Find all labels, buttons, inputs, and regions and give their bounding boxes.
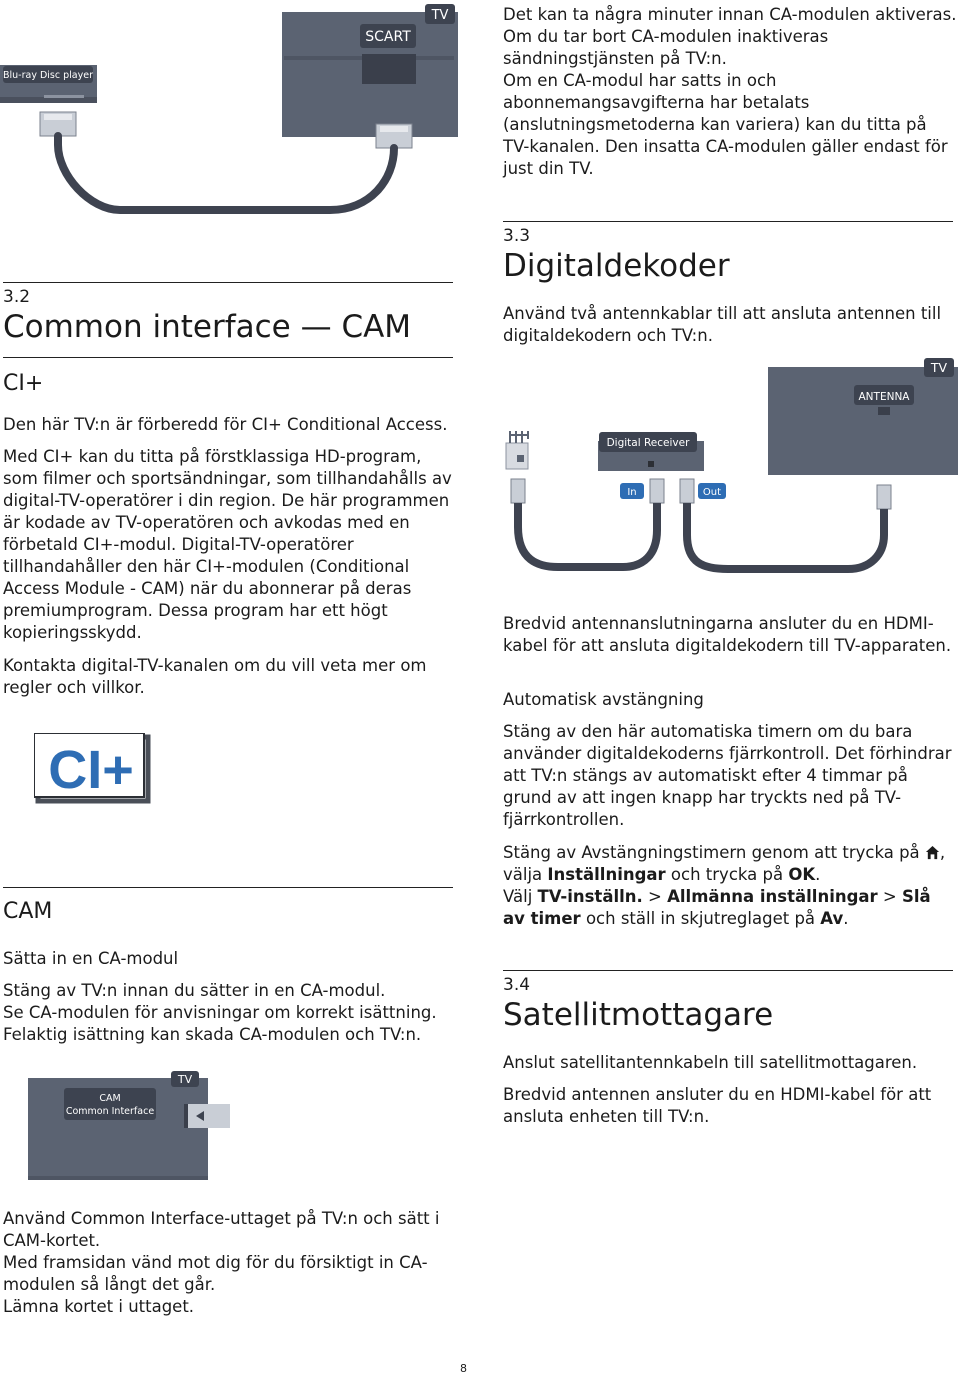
tv-body (768, 367, 958, 475)
section-title-satellitmottagare: Satellitmottagare (503, 997, 774, 1033)
bluray-label: Blu-ray Disc player (3, 70, 93, 81)
receiver-label: Digital Receiver (606, 437, 690, 449)
ci-plus-logo-text: CI+ (48, 740, 134, 800)
divider-cam (3, 887, 453, 888)
p5-text-c: > (877, 887, 903, 906)
scart-label: SCART (365, 29, 411, 45)
p5-tv-settings-keyword: TV-inställn. (537, 887, 643, 906)
p5-off-keyword: Av (820, 909, 844, 928)
cable-antenna-to-receiver (518, 503, 657, 567)
digitaldekoder-paragraph-1: Använd två antennkablar till att ansluta antennen till digitaldekodern och TV:n. (503, 304, 942, 345)
p4-text-a: Stäng av Avstängningstimern genom att trycka på (503, 843, 925, 862)
ci-plus-paragraph-2: Med CI+ kan du titta på förstklassiga HD-program, som filmer och sportsändningar, som tillhandahålls av digital-TV-operatörer i din region. De här programmen är kodade av TV-operatören och avkodas med en förbetald CI+-modul. Digital-TV-operatörer tillhandahåller den här CI+-modulen (Conditional Access Module - CAM) när du abonnerar på deras premiumprogram. Dessa program har ett högt kopieringsskydd. (3, 447, 452, 642)
scart-port (362, 54, 416, 84)
ci-plus-heading: CI+ (3, 371, 44, 396)
divider-ci-plus (3, 357, 453, 358)
cam-paragraph-2: Använd Common Interface-uttaget på TV:n och sätt i CAM-kortet. Med framsidan vänd mot dig för du försiktigt in CA-modulen så långt det går. Lämna kortet i uttaget. (3, 1209, 440, 1316)
cam-card (186, 1104, 230, 1128)
antenna-label: ANTENNA (858, 391, 910, 403)
satellit-paragraph-1: Anslut satellitantennkabeln till satellitmottagaren. (503, 1053, 918, 1072)
out-label: Out (702, 487, 722, 498)
scart-connection-figure (0, 0, 470, 230)
p5-text-b: > (642, 887, 668, 906)
digitaldekoder-paragraph-3: Stäng av den här automatiska timern om du bara använder digitaldekoderns fjärrkontroll. Det förhindrar att TV:n stängs av automatiskt efter 4 timmar på grund av att ingen knapp har tryckts ned på TV-fjärrkontrollen. (503, 722, 952, 829)
digitaldekoder-paragraph-4 (503, 842, 958, 886)
cam-label-line1: CAM (99, 1093, 121, 1104)
p5-text-a: Välj (503, 887, 538, 906)
tv-label: TV (431, 8, 449, 23)
tv-label: TV (930, 360, 948, 375)
digitaldekoder-paragraph-5 (503, 886, 958, 930)
p5-timer-off-keyword: Slå av timer (503, 887, 931, 928)
cam-subheading: Sätta in en CA-modul (3, 949, 179, 968)
cam-heading: CAM (3, 899, 53, 924)
divider-3-4 (503, 970, 953, 971)
cam-paragraph-1: Stäng av TV:n innan du sätter in en CA-modul. Se CA-modulen för anvisningar om korrekt isättning. Felaktig isättning kan skada CA-modulen och TV:n. (3, 981, 437, 1044)
section-number-3-3: 3.3 (503, 226, 531, 246)
cam-slot-figure (26, 1068, 236, 1180)
ci-plus-paragraph-1: Den här TV:n är förberedd för CI+ Conditional Access. (3, 415, 448, 434)
p5-text-d: och ställ in skjutreglaget på (580, 909, 821, 928)
p5-general-settings-keyword: Allmänna inställningar (667, 887, 878, 906)
section-title-common-interface: Common interface — CAM (3, 309, 412, 345)
digital-receiver-figure (498, 355, 960, 595)
p4-text-b: , välja (503, 843, 946, 884)
ci-plus-paragraph-3: Kontakta digital-TV-kanalen om du vill veta mer om regler och villkor. (3, 656, 427, 697)
ci-plus-logo (34, 733, 152, 805)
auto-off-heading: Automatisk avstängning (503, 690, 704, 709)
p4-settings-keyword: Inställningar (547, 865, 666, 884)
section-number-3-2: 3.2 (3, 287, 31, 307)
p4-text-d: . (815, 865, 821, 884)
p5-text-e: . (843, 909, 849, 928)
page-number: 8 (460, 1362, 467, 1375)
cable-receiver-to-tv (687, 503, 884, 569)
divider-3-3 (503, 221, 953, 222)
p4-ok-keyword: OK (788, 865, 816, 884)
divider-3-2-top (3, 282, 453, 283)
scart-cable (58, 136, 394, 210)
tv-label: TV (177, 1073, 193, 1086)
ca-module-intro: Det kan ta några minuter innan CA-modulen aktiveras. Om du tar bort CA-modulen inaktiveras sändningstjänsten på TV:n. Om en CA-modul har satts in och abonnemangsavgifterna har betalats (anslutningsmetoderna kan variera) kan du titta på TV-kanalen. Den insatta CA-modulen gäller endast för just din TV. (503, 5, 957, 178)
in-label: In (627, 487, 637, 498)
cam-label-line2: Common Interface (65, 1106, 155, 1117)
section-number-3-4: 3.4 (503, 975, 531, 995)
p4-text-c: och trycka på (665, 865, 789, 884)
satellit-paragraph-2: Bredvid antennen ansluter du en HDMI-kabel för att ansluta enheten till TV:n. (503, 1085, 932, 1126)
section-title-digitaldekoder: Digitaldekoder (503, 248, 730, 284)
home-icon (925, 845, 940, 860)
digitaldekoder-paragraph-2: Bredvid antennanslutningarna ansluter du en HDMI-kabel för att ansluta digitaldekodern till TV-apparaten. (503, 614, 952, 655)
